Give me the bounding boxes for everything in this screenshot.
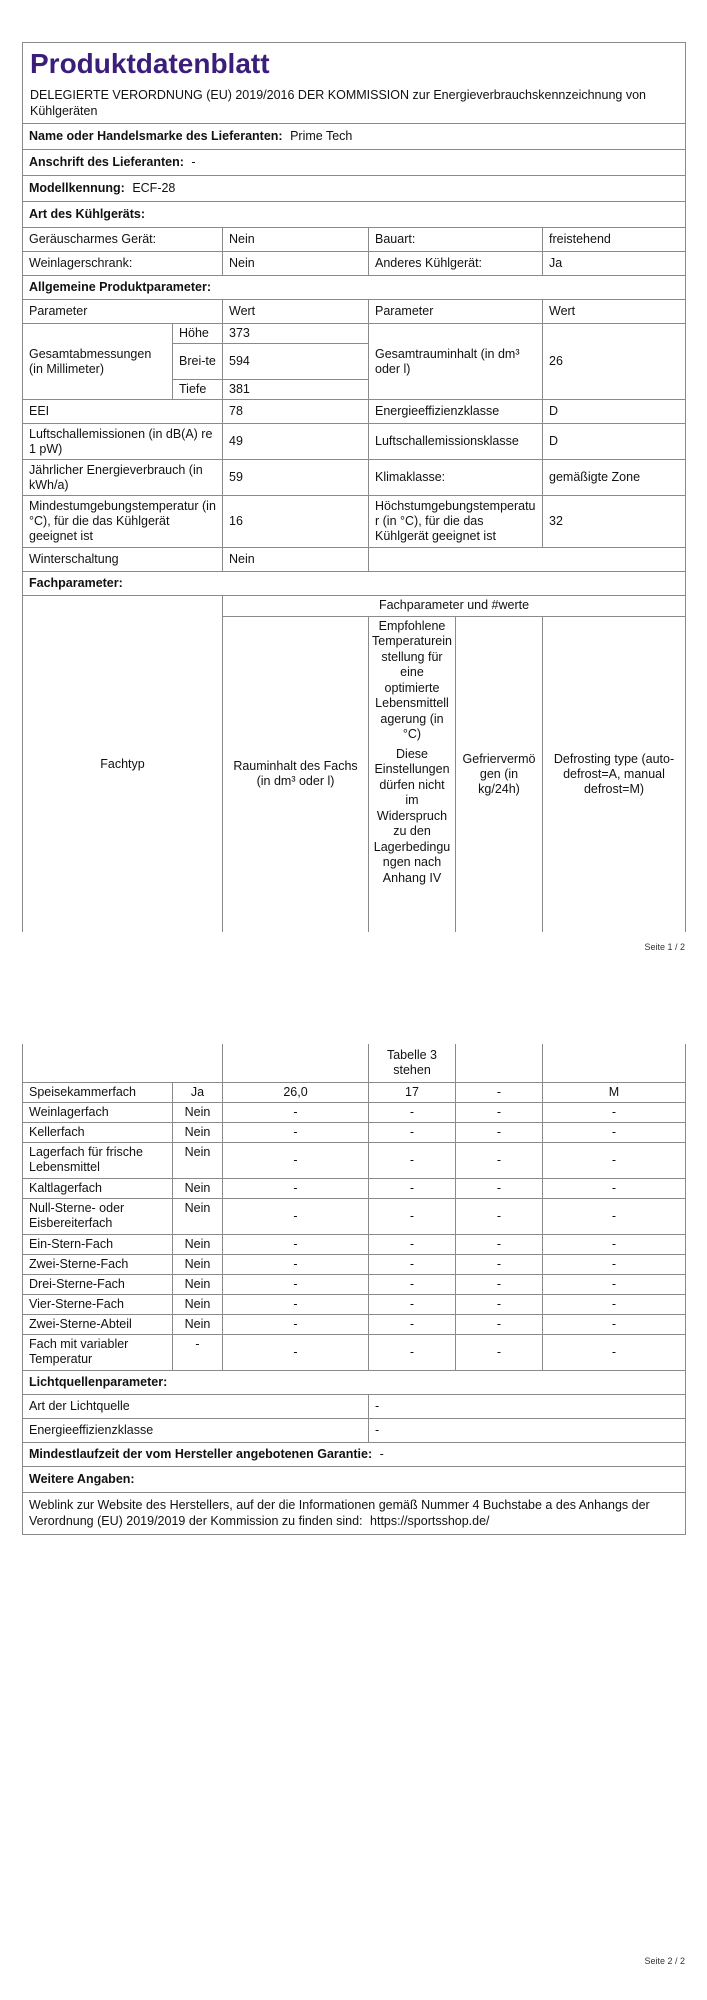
wine-cabinet-value: Nein (223, 252, 369, 276)
compartment-name: Kellerfach (23, 1122, 173, 1142)
compartment-volume: - (223, 1102, 369, 1122)
eei-label: EEI (23, 400, 223, 424)
compartment-volume: - (223, 1234, 369, 1254)
compartment-freeze: - (456, 1234, 543, 1254)
manufacturer-link[interactable]: https://sportsshop.de/ (370, 1514, 490, 1528)
total-volume-value: 26 (543, 324, 686, 400)
general-params-heading: Allgemeine Produktparameter: (23, 276, 686, 300)
param-header: Parameter (23, 300, 223, 324)
eei-value: 78 (223, 400, 369, 424)
compartment-volume: - (223, 1274, 369, 1294)
compartment-temp: - (369, 1178, 456, 1198)
compartment-row (23, 1334, 686, 1370)
compartment-group-header: Fachparameter und #werte (223, 596, 686, 616)
compartment-row (23, 1122, 686, 1142)
compartment-name: Ein-Stern-Fach (23, 1234, 173, 1254)
datasheet-page-1 (22, 42, 685, 932)
datasheet-table-page-1 (22, 42, 686, 596)
consumption-label: Jährlicher Energieverbrauch (in kWh/a) (23, 460, 223, 496)
title-cell (23, 43, 686, 84)
compartment-present: Nein (173, 1254, 223, 1274)
depth-value: 381 (223, 380, 369, 400)
compartment-temp: - (369, 1234, 456, 1254)
compartment-temp: - (369, 1122, 456, 1142)
volume-header-cont (223, 1044, 369, 1082)
compartment-row (23, 1274, 686, 1294)
min-temp-value: 16 (223, 496, 369, 548)
compartment-volume: - (223, 1142, 369, 1178)
min-temp-label: Mindestumgebungstemperatur (in °C), für die das Kühlgerät geeignet ist (23, 496, 223, 548)
compartment-present: Nein (173, 1234, 223, 1254)
compartment-defrost: - (543, 1334, 686, 1370)
design-label: Bauart: (369, 228, 543, 252)
compartment-present: Nein (173, 1314, 223, 1334)
noise-label: Luftschallemissionen (in dB(A) re 1 pW) (23, 424, 223, 460)
other-appliance-label: Anderes Kühlgerät: (369, 252, 543, 276)
compartment-freeze: - (456, 1198, 543, 1234)
address-row (23, 150, 686, 176)
compartment-freeze: - (456, 1274, 543, 1294)
document-title: Produktdatenblatt (30, 48, 270, 79)
climate-class-value: gemäßigte Zone (543, 460, 686, 496)
compartment-defrost: M (543, 1082, 686, 1102)
document-subtitle: DELEGIERTE VERORDNUNG (EU) 2019/2016 DER KOMMISSION zur Energieverbrauchskennzeichnung von Kühlgeräten (23, 83, 686, 124)
compartment-row (23, 1314, 686, 1334)
compartment-defrost: - (543, 1198, 686, 1234)
compartment-present: Nein (173, 1122, 223, 1142)
compartment-present: Nein (173, 1178, 223, 1198)
height-label: Höhe (173, 324, 223, 344)
compartment-temp: - (369, 1294, 456, 1314)
supplier-label: Name oder Handelsmarke des Lieferanten: (29, 129, 283, 143)
further-info-heading: Weitere Angaben: (23, 1466, 686, 1492)
compartment-name: Lagerfach für frische Lebensmittel (23, 1142, 173, 1178)
consumption-value: 59 (223, 460, 369, 496)
compartment-name: Zwei-Sterne-Fach (23, 1254, 173, 1274)
compartment-name: Kaltlagerfach (23, 1178, 173, 1198)
climate-class-label: Klimaklasse: (369, 460, 543, 496)
energy-class-value: D (543, 400, 686, 424)
compartment-volume: - (223, 1178, 369, 1198)
compartment-freeze: - (456, 1334, 543, 1370)
compartment-defrost: - (543, 1294, 686, 1314)
further-info-text: Weblink zur Website des Herstellers, auf der die Informationen gemäß Nummer 4 Buchstabe a des Anhangs der Verordnung (EU) 2019/2019 der Kommission zu finden sind: (29, 1498, 650, 1528)
low-noise-label: Geräuscharmes Gerät: (23, 228, 223, 252)
compartment-type-header: Fachtyp (23, 596, 223, 932)
compartment-present: Nein (173, 1294, 223, 1314)
compartment-freeze: - (456, 1122, 543, 1142)
compartment-name: Zwei-Sterne-Abteil (23, 1314, 173, 1334)
compartment-temp: - (369, 1102, 456, 1122)
winter-switch-label: Winterschaltung (23, 548, 223, 572)
compartment-temp: - (369, 1142, 456, 1178)
compartment-defrost: - (543, 1234, 686, 1254)
depth-label: Tiefe (173, 380, 223, 400)
max-temp-label: Höchstumgebungstemperatur (in °C), für die das Kühlgerät geeignet ist (369, 496, 543, 548)
compartment-temp: - (369, 1198, 456, 1234)
page-number-2: Seite 2 / 2 (644, 1956, 685, 1966)
address-value: - (191, 155, 196, 169)
compartment-present: Nein (173, 1198, 223, 1234)
compartment-freeze: - (456, 1314, 543, 1334)
width-label: Brei-te (173, 344, 223, 380)
wine-cabinet-label: Weinlagerschrank: (23, 252, 223, 276)
value-header-2: Wert (543, 300, 686, 324)
low-noise-value: Nein (223, 228, 369, 252)
compartment-header-table (22, 596, 686, 932)
compartment-temp: - (369, 1274, 456, 1294)
compartment-defrost: - (543, 1254, 686, 1274)
compartment-freeze: - (456, 1254, 543, 1274)
dimensions-label: Gesamtabmessungen (in Millimeter) (23, 324, 173, 400)
compartment-freeze: - (456, 1178, 543, 1198)
compartment-volume: - (223, 1198, 369, 1234)
noise-class-value: D (543, 424, 686, 460)
compartment-rows (23, 1082, 686, 1370)
noise-class-label: Luftschallemissionsklasse (369, 424, 543, 460)
volume-header: Rauminhalt des Fachs (in dm³ oder l) (223, 616, 369, 932)
temp-note: Diese Einstellungen dürfen nicht im Widerspruch zu den Lagerbedingungen nach Anhang IV (373, 746, 451, 885)
compartment-present: Nein (173, 1274, 223, 1294)
supplier-row (23, 124, 686, 150)
compartment-temp: - (369, 1314, 456, 1334)
warranty-value: - (379, 1446, 384, 1461)
compartment-volume: - (223, 1254, 369, 1274)
warranty-row (23, 1442, 686, 1466)
compartment-name: Weinlagerfach (23, 1102, 173, 1122)
compartment-present: - (173, 1334, 223, 1370)
compartment-defrost: - (543, 1274, 686, 1294)
defrost-header-cont (543, 1044, 686, 1082)
param-header-2: Parameter (369, 300, 543, 324)
compartment-name: Fach mit variabler Temperatur (23, 1334, 173, 1370)
supplier-value: Prime Tech (290, 129, 353, 143)
compartment-row (23, 1178, 686, 1198)
compartment-defrost: - (543, 1142, 686, 1178)
compartment-temp: - (369, 1254, 456, 1274)
width-value: 594 (223, 344, 369, 380)
compartment-name: Speisekammerfach (23, 1082, 173, 1102)
temp-header: Empfohlene Temperatureinstellung für eine optimierte Lebensmittellagerung (in °C) (372, 618, 452, 741)
compartment-name: Drei-Sterne-Fach (23, 1274, 173, 1294)
compartment-defrost: - (543, 1314, 686, 1334)
page-number-1: Seite 1 / 2 (644, 942, 685, 952)
design-value: freistehend (543, 228, 686, 252)
appliance-type-heading: Art des Kühlgeräts: (23, 202, 686, 228)
temp-header-cell (369, 616, 456, 932)
compartment-params-heading: Fachparameter: (23, 572, 686, 596)
compartment-present: Nein (173, 1102, 223, 1122)
compartment-freeze: - (456, 1102, 543, 1122)
datasheet-page-2 (22, 1044, 685, 1535)
empty-cell (369, 548, 686, 572)
compartment-name: Null-Sterne- oder Eisbereiterfach (23, 1198, 173, 1234)
compartment-defrost: - (543, 1122, 686, 1142)
compartment-row (23, 1102, 686, 1122)
compartment-present: Nein (173, 1142, 223, 1178)
compartment-freeze: - (456, 1294, 543, 1314)
other-appliance-value: Ja (543, 252, 686, 276)
height-value: 373 (223, 324, 369, 344)
compartment-type-cont (23, 1044, 223, 1082)
model-value: ECF-28 (132, 181, 176, 195)
energy-class-label: Energieeffizienzklasse (369, 400, 543, 424)
defrost-header: Defrosting type (auto-defrost=A, manual defrost=M) (543, 616, 686, 932)
compartment-temp: - (369, 1334, 456, 1370)
compartment-volume: - (223, 1294, 369, 1314)
warranty-label: Mindestlaufzeit der vom Hersteller angebotenen Garantie: (29, 1446, 373, 1461)
compartment-row (23, 1254, 686, 1274)
max-temp-value: 32 (543, 496, 686, 548)
compartment-row (23, 1082, 686, 1102)
compartment-row (23, 1294, 686, 1314)
further-info-text-cell (23, 1492, 686, 1534)
total-volume-label: Gesamtrauminhalt (in dm³ oder l) (369, 324, 543, 400)
light-type-label: Art der Lichtquelle (23, 1394, 369, 1418)
light-type-value: - (369, 1394, 686, 1418)
light-class-label: Energieeffizienzklasse (23, 1418, 369, 1442)
temp-note-cont: Tabelle 3 stehen (369, 1044, 456, 1082)
model-label: Modellkennung: (29, 181, 125, 195)
noise-value: 49 (223, 424, 369, 460)
compartment-name: Vier-Sterne-Fach (23, 1294, 173, 1314)
compartment-table (22, 1044, 686, 1535)
compartment-freeze: - (456, 1082, 543, 1102)
compartment-volume: 26,0 (223, 1082, 369, 1102)
compartment-row (23, 1198, 686, 1234)
compartment-present: Ja (173, 1082, 223, 1102)
compartment-volume: - (223, 1122, 369, 1142)
freeze-header-cont (456, 1044, 543, 1082)
compartment-row (23, 1142, 686, 1178)
model-row (23, 176, 686, 202)
compartment-volume: - (223, 1334, 369, 1370)
freeze-header: Gefriervermögen (in kg/24h) (456, 616, 543, 932)
compartment-defrost: - (543, 1102, 686, 1122)
value-header: Wert (223, 300, 369, 324)
address-label: Anschrift des Lieferanten: (29, 155, 184, 169)
compartment-defrost: - (543, 1178, 686, 1198)
compartment-temp: 17 (369, 1082, 456, 1102)
compartment-freeze: - (456, 1142, 543, 1178)
compartment-row (23, 1234, 686, 1254)
light-class-value: - (369, 1418, 686, 1442)
compartment-volume: - (223, 1314, 369, 1334)
winter-switch-value: Nein (223, 548, 369, 572)
light-params-heading: Lichtquellenparameter: (23, 1370, 686, 1394)
